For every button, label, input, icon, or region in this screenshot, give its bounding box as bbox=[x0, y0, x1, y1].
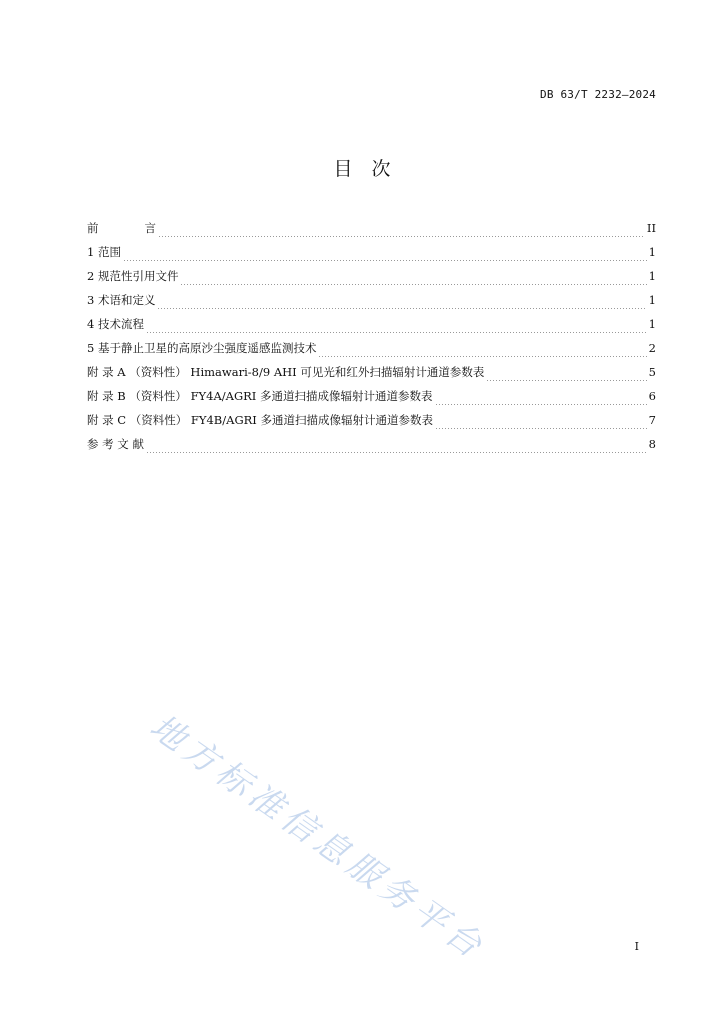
toc-entry-page: II bbox=[646, 221, 656, 235]
toc-entry-technical-process[interactable] bbox=[87, 315, 656, 339]
page-title: 目 次 bbox=[333, 158, 391, 180]
dot-leader bbox=[486, 380, 646, 381]
toc-entry-terms[interactable] bbox=[87, 291, 656, 315]
toc-entry-foreword[interactable] bbox=[87, 219, 656, 243]
toc-entry-appendix-c[interactable] bbox=[87, 411, 656, 435]
toc-entry-label: 附 录 C （资料性） FY4B/AGRI 多通道扫描成像辐射计通道参数表 bbox=[87, 413, 433, 427]
dot-leader bbox=[180, 284, 646, 285]
toc-entry-page: 2 bbox=[648, 341, 656, 355]
dot-leader bbox=[123, 260, 647, 261]
toc-entry-bibliography[interactable] bbox=[87, 435, 656, 459]
toc-entry-label: 2 规范性引用文件 bbox=[87, 269, 179, 283]
toc-entry-label: 4 技术流程 bbox=[87, 317, 144, 331]
document-code: DB 63/T 2232—2024 bbox=[540, 88, 656, 101]
dot-leader bbox=[435, 404, 647, 405]
dot-leader bbox=[435, 428, 647, 429]
dot-leader bbox=[146, 332, 647, 333]
toc-entry-page: 1 bbox=[648, 245, 656, 259]
dot-leader bbox=[157, 308, 646, 309]
toc-entry-label: 前 言 bbox=[87, 221, 156, 235]
dot-leader bbox=[158, 236, 645, 237]
toc-entry-appendix-a[interactable] bbox=[87, 363, 656, 387]
dot-leader bbox=[146, 452, 647, 453]
toc-entry-label: 3 术语和定义 bbox=[87, 293, 156, 307]
watermark: 地方标准信息服务平台 bbox=[142, 706, 494, 969]
toc-entry-label: 附 录 A （资料性） Himawari-8/9 AHI 可见光和红外扫描辐射计通道参数表 bbox=[87, 365, 485, 379]
table-of-contents bbox=[87, 219, 656, 459]
toc-entry-appendix-b[interactable] bbox=[87, 387, 656, 411]
page-number: I bbox=[634, 940, 639, 953]
toc-entry-page: 8 bbox=[648, 437, 656, 451]
toc-entry-page: 1 bbox=[648, 293, 656, 307]
toc-entry-page: 5 bbox=[648, 365, 656, 379]
toc-entry-page: 1 bbox=[648, 269, 656, 283]
toc-entry-page: 6 bbox=[648, 389, 656, 403]
toc-entry-monitoring-technique[interactable] bbox=[87, 339, 656, 363]
dot-leader bbox=[318, 356, 646, 357]
toc-entry-normative-references[interactable] bbox=[87, 267, 656, 291]
toc-entry-page: 1 bbox=[648, 317, 656, 331]
toc-entry-scope[interactable] bbox=[87, 243, 656, 267]
toc-entry-page: 7 bbox=[648, 413, 656, 427]
toc-entry-label: 1 范围 bbox=[87, 245, 121, 259]
toc-entry-label: 5 基于静止卫星的高原沙尘强度遥感监测技术 bbox=[87, 341, 317, 355]
toc-entry-label: 附 录 B （资料性） FY4A/AGRI 多通道扫描成像辐射计通道参数表 bbox=[87, 389, 433, 403]
toc-entry-label: 参 考 文 献 bbox=[87, 437, 144, 451]
